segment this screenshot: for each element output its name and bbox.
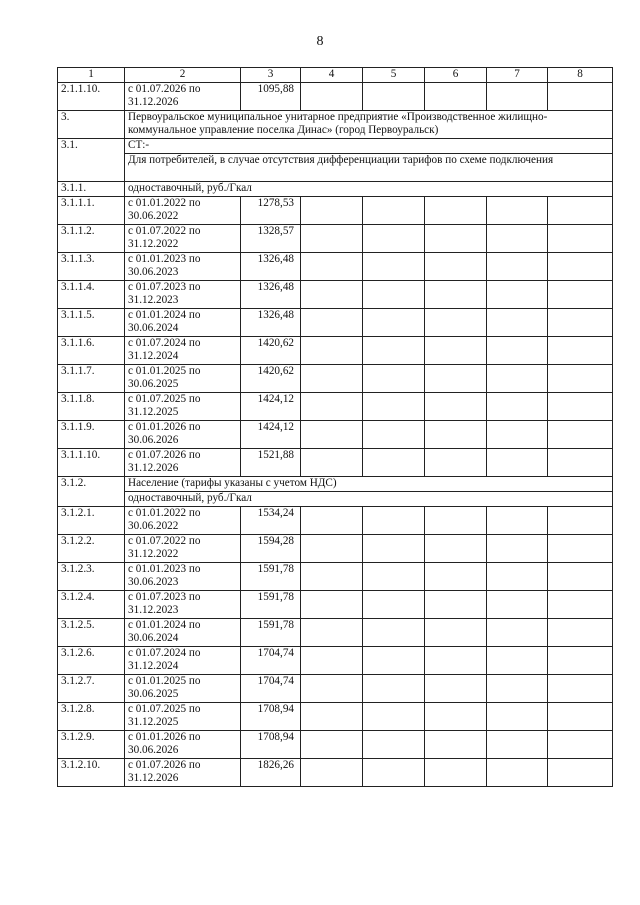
row-period: с 01.01.2026 по 30.06.2026 [125, 421, 241, 449]
group-code: 3.1.2. [58, 477, 125, 507]
row-period: с 01.07.2023 по 31.12.2023 [125, 591, 241, 619]
row-period: с 01.01.2022 по 30.06.2022 [125, 507, 241, 535]
row-value: 1424,12 [241, 393, 301, 421]
empty-cell [548, 647, 613, 675]
row-period: с 01.07.2023 по 31.12.2023 [125, 281, 241, 309]
header-cell: 8 [548, 68, 613, 83]
table-row [58, 197, 613, 225]
table-row [58, 619, 613, 647]
row-value: 1591,78 [241, 591, 301, 619]
table-row [58, 647, 613, 675]
row-code: 3.1.1.2. [58, 225, 125, 253]
table-row [58, 591, 613, 619]
empty-cell [548, 365, 613, 393]
row-value: 1708,94 [241, 703, 301, 731]
empty-cell [363, 83, 425, 111]
header-cell: 1 [58, 68, 125, 83]
empty-cell [548, 337, 613, 365]
row-period: с 01.07.2026 по 31.12.2026 [125, 449, 241, 477]
row-value: 1704,74 [241, 675, 301, 703]
row-period: с 01.07.2024 по 31.12.2024 [125, 337, 241, 365]
table-row [58, 421, 613, 449]
row-period: с 01.07.2022 по 31.12.2022 [125, 225, 241, 253]
row-code: 3.1.1.9. [58, 421, 125, 449]
empty-cell [301, 421, 363, 449]
header-cell: 6 [425, 68, 487, 83]
row-value: 1328,57 [241, 225, 301, 253]
empty-cell [425, 197, 487, 225]
section-code: 3. [58, 111, 125, 139]
row-period: с 01.07.2025 по 31.12.2025 [125, 393, 241, 421]
empty-cell [301, 591, 363, 619]
empty-cell [301, 647, 363, 675]
row-code: 3.1.2.8. [58, 703, 125, 731]
section-title: Первоуральское муниципальное унитарное предприятие «Производственное жилищно-коммунальное управление поселка Динас» (город Первоуральск) [125, 111, 613, 139]
row-code: 3.1.1.5. [58, 309, 125, 337]
header-cell: 5 [363, 68, 425, 83]
empty-cell [487, 83, 548, 111]
row-period: с 01.01.2024 по 30.06.2024 [125, 619, 241, 647]
row-value: 1591,78 [241, 563, 301, 591]
empty-cell [301, 563, 363, 591]
row-value: 1095,88 [241, 83, 301, 111]
empty-cell [487, 253, 548, 281]
table-row [58, 563, 613, 591]
table-row [58, 449, 613, 477]
empty-cell [363, 449, 425, 477]
empty-cell [425, 563, 487, 591]
empty-cell [301, 309, 363, 337]
group-row [58, 477, 613, 492]
row-period: с 01.07.2025 по 31.12.2025 [125, 703, 241, 731]
group-row [58, 492, 613, 507]
empty-cell [548, 507, 613, 535]
empty-cell [487, 675, 548, 703]
row-code: 3.1.2.6. [58, 647, 125, 675]
header-cell: 7 [487, 68, 548, 83]
empty-cell [548, 731, 613, 759]
empty-cell [487, 759, 548, 787]
table-row [58, 365, 613, 393]
row-code: 3.1.2.5. [58, 619, 125, 647]
empty-cell [425, 731, 487, 759]
empty-cell [487, 535, 548, 563]
empty-cell [425, 535, 487, 563]
row-code: 3.1.1.10. [58, 449, 125, 477]
empty-cell [363, 703, 425, 731]
empty-cell [548, 619, 613, 647]
empty-cell [301, 703, 363, 731]
empty-cell [487, 393, 548, 421]
row-value: 1420,62 [241, 337, 301, 365]
empty-cell [301, 253, 363, 281]
empty-cell [363, 309, 425, 337]
empty-cell [425, 675, 487, 703]
row-value: 1278,53 [241, 197, 301, 225]
empty-cell [301, 281, 363, 309]
row-code: 3.1.2.1. [58, 507, 125, 535]
empty-cell [487, 731, 548, 759]
row-value: 1521,88 [241, 449, 301, 477]
row-value: 1594,28 [241, 535, 301, 563]
empty-cell [548, 563, 613, 591]
row-code: 3.1.2.3. [58, 563, 125, 591]
table-row [58, 281, 613, 309]
empty-cell [363, 421, 425, 449]
row-period: с 01.01.2023 по 30.06.2023 [125, 563, 241, 591]
subgroup-code: 3.1.1. [58, 182, 125, 197]
empty-cell [425, 619, 487, 647]
empty-cell [487, 337, 548, 365]
empty-cell [425, 83, 487, 111]
table-row [58, 703, 613, 731]
empty-cell [487, 197, 548, 225]
row-value: 1704,74 [241, 647, 301, 675]
row-value: 1424,12 [241, 421, 301, 449]
empty-cell [363, 393, 425, 421]
row-code: 3.1.2.4. [58, 591, 125, 619]
row-code: 3.1.1.4. [58, 281, 125, 309]
empty-cell [301, 619, 363, 647]
empty-cell [363, 647, 425, 675]
empty-cell [425, 421, 487, 449]
table-row [58, 535, 613, 563]
empty-cell [548, 421, 613, 449]
row-code: 3.1.2.9. [58, 731, 125, 759]
header-cell: 3 [241, 68, 301, 83]
subgroup-label: одноставочный, руб./Гкал [125, 182, 613, 197]
empty-cell [548, 253, 613, 281]
empty-cell [363, 591, 425, 619]
empty-cell [363, 337, 425, 365]
empty-cell [425, 225, 487, 253]
empty-cell [425, 759, 487, 787]
table-row [58, 309, 613, 337]
group-row [58, 154, 613, 182]
row-period: с 01.01.2025 по 30.06.2025 [125, 675, 241, 703]
empty-cell [363, 281, 425, 309]
empty-cell [425, 703, 487, 731]
row-code: 2.1.1.10. [58, 83, 125, 111]
empty-cell [548, 309, 613, 337]
row-period: с 01.01.2025 по 30.06.2025 [125, 365, 241, 393]
group-code: 3.1. [58, 139, 125, 182]
empty-cell [363, 675, 425, 703]
group-label: СТ:- [125, 139, 613, 154]
empty-cell [487, 225, 548, 253]
empty-cell [425, 309, 487, 337]
empty-cell [363, 731, 425, 759]
empty-cell [487, 563, 548, 591]
empty-cell [425, 507, 487, 535]
row-value: 1708,94 [241, 731, 301, 759]
empty-cell [425, 393, 487, 421]
empty-cell [487, 365, 548, 393]
table-row [58, 225, 613, 253]
group-row [58, 139, 613, 154]
empty-cell [487, 421, 548, 449]
empty-cell [363, 507, 425, 535]
empty-cell [548, 225, 613, 253]
empty-cell [425, 365, 487, 393]
table-row [58, 393, 613, 421]
empty-cell [363, 225, 425, 253]
empty-cell [425, 449, 487, 477]
row-value: 1326,48 [241, 309, 301, 337]
empty-cell [363, 197, 425, 225]
empty-cell [301, 759, 363, 787]
row-code: 3.1.2.10. [58, 759, 125, 787]
row-code: 3.1.2.7. [58, 675, 125, 703]
row-period: с 01.07.2026 по 31.12.2026 [125, 759, 241, 787]
row-code: 3.1.2.2. [58, 535, 125, 563]
empty-cell [301, 83, 363, 111]
row-code: 3.1.1.3. [58, 253, 125, 281]
empty-cell [301, 507, 363, 535]
header-cell: 4 [301, 68, 363, 83]
empty-cell [301, 535, 363, 563]
row-code: 3.1.1.1. [58, 197, 125, 225]
empty-cell [301, 365, 363, 393]
empty-cell [301, 197, 363, 225]
row-period: с 01.01.2026 по 30.06.2026 [125, 731, 241, 759]
empty-cell [487, 309, 548, 337]
subgroup-row [58, 182, 613, 197]
row-value: 1534,24 [241, 507, 301, 535]
empty-cell [487, 507, 548, 535]
empty-cell [301, 449, 363, 477]
empty-cell [548, 281, 613, 309]
empty-cell [301, 225, 363, 253]
empty-cell [363, 535, 425, 563]
empty-cell [363, 365, 425, 393]
section-row [58, 111, 613, 139]
empty-cell [548, 535, 613, 563]
table-row [58, 83, 613, 111]
row-value: 1591,78 [241, 619, 301, 647]
page-number: 8 [316, 34, 324, 49]
row-code: 3.1.1.8. [58, 393, 125, 421]
table-row [58, 731, 613, 759]
empty-cell [548, 393, 613, 421]
empty-cell [548, 591, 613, 619]
empty-cell [301, 393, 363, 421]
empty-cell [425, 647, 487, 675]
header-cell: 2 [125, 68, 241, 83]
row-value: 1326,48 [241, 281, 301, 309]
empty-cell [487, 591, 548, 619]
row-period: с 01.01.2023 по 30.06.2023 [125, 253, 241, 281]
table-row [58, 507, 613, 535]
table-row [58, 253, 613, 281]
empty-cell [425, 253, 487, 281]
empty-cell [487, 449, 548, 477]
table-row [58, 675, 613, 703]
group-description: Для потребителей, в случае отсутствия дифференциации тарифов по схеме подключения [125, 154, 613, 182]
empty-cell [301, 731, 363, 759]
row-period: с 01.01.2024 по 30.06.2024 [125, 309, 241, 337]
empty-cell [301, 337, 363, 365]
row-code: 3.1.1.7. [58, 365, 125, 393]
empty-cell [548, 759, 613, 787]
empty-cell [425, 337, 487, 365]
empty-cell [548, 449, 613, 477]
empty-cell [487, 281, 548, 309]
empty-cell [548, 675, 613, 703]
empty-cell [487, 619, 548, 647]
group-label: одноставочный, руб./Гкал [125, 492, 613, 507]
empty-cell [301, 675, 363, 703]
empty-cell [548, 197, 613, 225]
row-value: 1826,26 [241, 759, 301, 787]
empty-cell [363, 253, 425, 281]
row-value: 1326,48 [241, 253, 301, 281]
table-row [58, 337, 613, 365]
empty-cell [548, 703, 613, 731]
group-label: Население (тарифы указаны с учетом НДС) [125, 477, 613, 492]
tariff-table [57, 67, 613, 787]
row-period: с 01.07.2024 по 31.12.2024 [125, 647, 241, 675]
empty-cell [425, 281, 487, 309]
row-period: с 01.07.2022 по 31.12.2022 [125, 535, 241, 563]
empty-cell [363, 563, 425, 591]
row-period: с 01.01.2022 по 30.06.2022 [125, 197, 241, 225]
empty-cell [548, 83, 613, 111]
empty-cell [487, 647, 548, 675]
empty-cell [363, 619, 425, 647]
empty-cell [487, 703, 548, 731]
header-row [58, 68, 613, 83]
row-value: 1420,62 [241, 365, 301, 393]
empty-cell [425, 591, 487, 619]
row-code: 3.1.1.6. [58, 337, 125, 365]
row-period: с 01.07.2026 по 31.12.2026 [125, 83, 241, 111]
table-row [58, 759, 613, 787]
empty-cell [363, 759, 425, 787]
